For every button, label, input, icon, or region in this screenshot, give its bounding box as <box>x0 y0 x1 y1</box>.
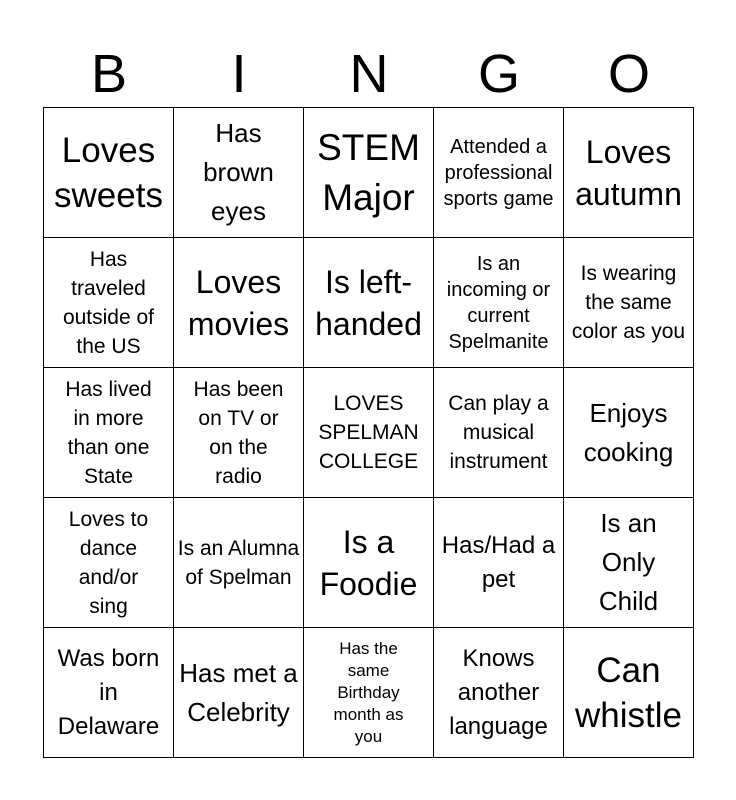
bingo-cell[interactable] <box>44 238 174 368</box>
bingo-cell[interactable] <box>564 628 694 758</box>
bingo-cell[interactable] <box>304 368 434 498</box>
bingo-cell[interactable] <box>44 108 174 238</box>
bingo-grid <box>43 107 694 758</box>
cell-text: Loves to dance and/or sing <box>68 507 149 618</box>
cell-text: Attended a professional sports game <box>443 135 554 210</box>
cell-text: Was born in Delaware <box>57 644 160 740</box>
bingo-cell[interactable] <box>564 108 694 238</box>
bingo-cell[interactable] <box>174 368 304 498</box>
cell-text: Is an incoming or current Spelmanite <box>446 252 551 353</box>
bingo-header <box>44 40 694 108</box>
cell-text: Has/Had a pet <box>441 531 556 593</box>
cell-text: Is wearing the same color as you <box>571 262 686 343</box>
bingo-cell[interactable] <box>304 628 434 758</box>
cell-text: Enjoys cooking <box>583 397 674 467</box>
header-letter-o: O <box>607 44 650 104</box>
bingo-cell[interactable] <box>434 628 564 758</box>
cell-text: Loves sweets <box>54 130 163 215</box>
header-letter-g: G <box>477 44 520 104</box>
bingo-cell[interactable] <box>434 368 564 498</box>
bingo-cell[interactable] <box>174 628 304 758</box>
bingo-cell[interactable] <box>564 498 694 628</box>
cell-text: Loves movies <box>187 263 290 342</box>
header-letter-i: I <box>231 44 247 104</box>
bingo-cell[interactable] <box>434 108 564 238</box>
header-letter-b: B <box>90 44 128 104</box>
cell-text: Has traveled outside of the US <box>62 247 155 358</box>
bingo-cell[interactable] <box>564 238 694 368</box>
cell-text: Can play a musical instrument <box>448 392 549 473</box>
cell-text: Is an Alumna of Spelman <box>177 536 300 589</box>
cell-text: Has lived in more than one State <box>65 377 152 488</box>
cell-text: Has the same Birthday month as you <box>333 638 404 746</box>
bingo-cell[interactable] <box>304 108 434 238</box>
cell-text: Can whistle <box>575 650 682 735</box>
cell-text: LOVES SPELMAN COLLEGE <box>318 392 419 473</box>
bingo-cell[interactable] <box>44 368 174 498</box>
cell-text: Is left-handed <box>315 263 422 342</box>
bingo-cell[interactable] <box>434 238 564 368</box>
cell-text: Loves autumn <box>575 133 682 212</box>
cell-text: Knows another language <box>449 644 548 740</box>
cell-text: Has been on TV or on the radio <box>193 377 284 488</box>
header-letter-n: N <box>349 44 389 104</box>
bingo-cell[interactable] <box>174 238 304 368</box>
cell-text: Is an Only Child <box>598 508 659 616</box>
bingo-cell[interactable] <box>304 498 434 628</box>
bingo-cell[interactable] <box>174 498 304 628</box>
cell-text: Has met a Celebrity <box>179 657 298 727</box>
bingo-cell[interactable] <box>174 108 304 238</box>
bingo-cell[interactable] <box>44 628 174 758</box>
bingo-cell[interactable] <box>434 498 564 628</box>
bingo-cell[interactable] <box>44 498 174 628</box>
cell-text: Has brown eyes <box>203 118 274 226</box>
cell-text: STEM Major <box>317 126 420 218</box>
bingo-cell[interactable] <box>304 238 434 368</box>
bingo-cell[interactable] <box>564 368 694 498</box>
cell-text: Is a Foodie <box>319 523 418 602</box>
